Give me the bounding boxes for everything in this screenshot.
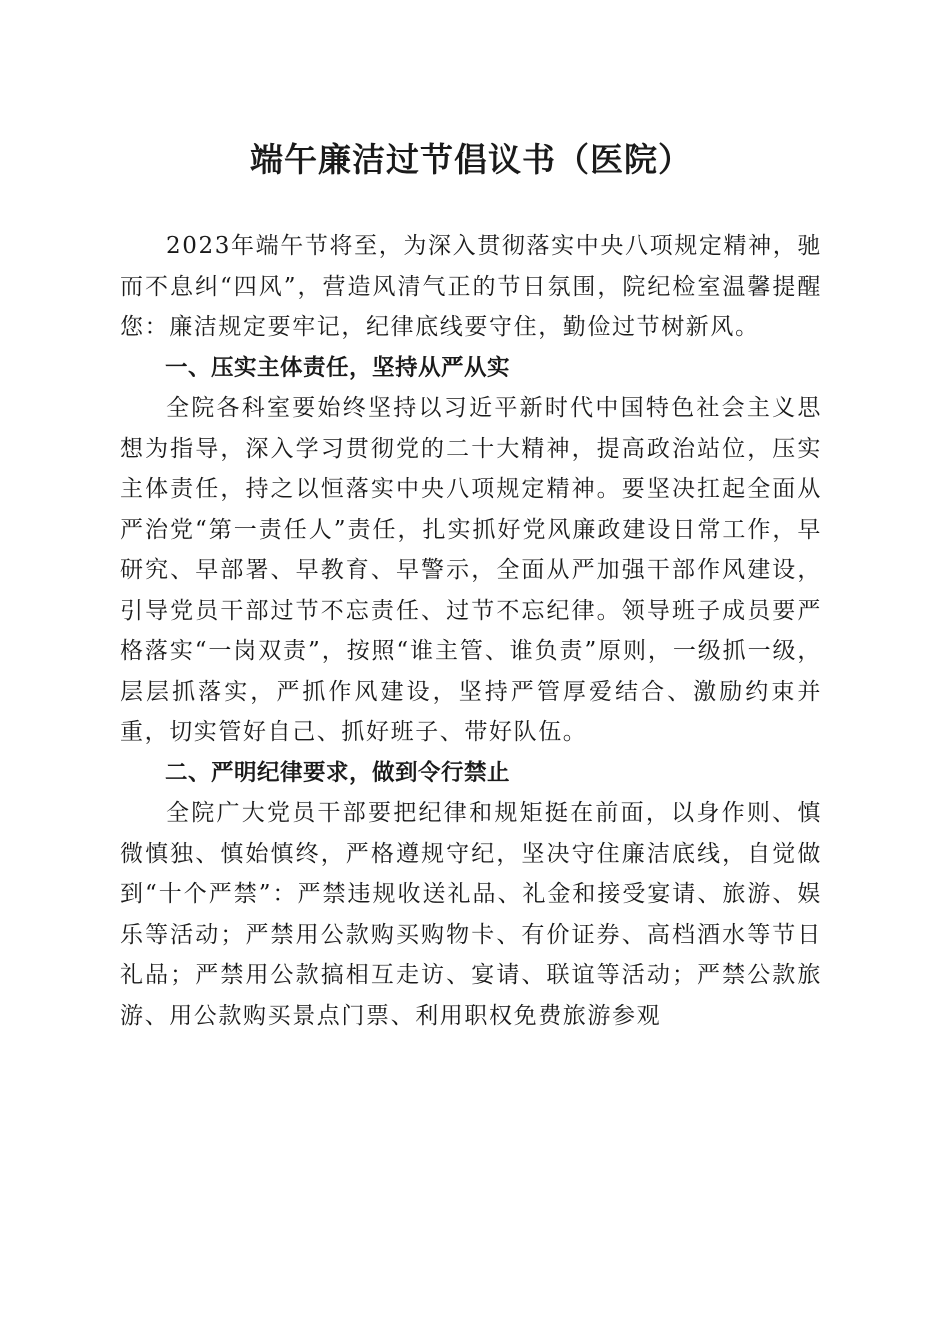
intro-paragraph: 2023年端午节将至，为深入贯彻落实中央八项规定精神，驰而不息纠“四风”，营造风清气正的节日氛围，院纪检室温馨提醒您：廉洁规定要牢记，纪律底线要守住，勤俭过节树新风。 — [120, 233, 822, 340]
section-heading-1: 一、压实主体责任，坚持从严从实 — [165, 354, 511, 381]
section-body-2: 全院广大党员干部要把纪律和规矩挺在前面，以身作则、慎微慎独、慎始慎终，严格遵规守纪，坚决守住廉洁底线，自觉做到“十个严禁”：严禁违规收送礼品、礼金和接受宴请、旅游、娱乐等活动；严禁用公款购买购物卡、有价证券、高档酒水等节日礼品；严禁用公款搞相互走访、宴请、联谊等活动；严禁公款旅游、用公款购买景点门票、利用职权免费旅游参观 — [120, 800, 822, 1029]
section-body-1: 全院各科室要始终坚持以习近平新时代中国特色社会主义思想为指导，深入学习贯彻党的二十大精神，提高政治站位，压实主体责任，持之以恒落实中央八项规定精神。要坚决扛起全面从严治党“第一责任人”责任，扎实抓好党风廉政建设日常工作，早研究、早部署、早教育、早警示，全面从严加强干部作风建设，引导党员干部过节不忘责任、过节不忘纪律。领导班子成员要严格落实“一岗双责”，按照“谁主管、谁负责”原则，一级抓一级，层层抓落实，严抓作风建设，坚持严管厚爱结合、激励约束并重，切实管好自己、抓好班子、带好队伍。 — [120, 395, 822, 745]
document-body — [120, 130, 822, 1036]
section-heading-2: 二、严明纪律要求，做到令行禁止 — [165, 759, 511, 786]
document-title: 端午廉洁过节倡议书（医院） — [250, 140, 692, 179]
